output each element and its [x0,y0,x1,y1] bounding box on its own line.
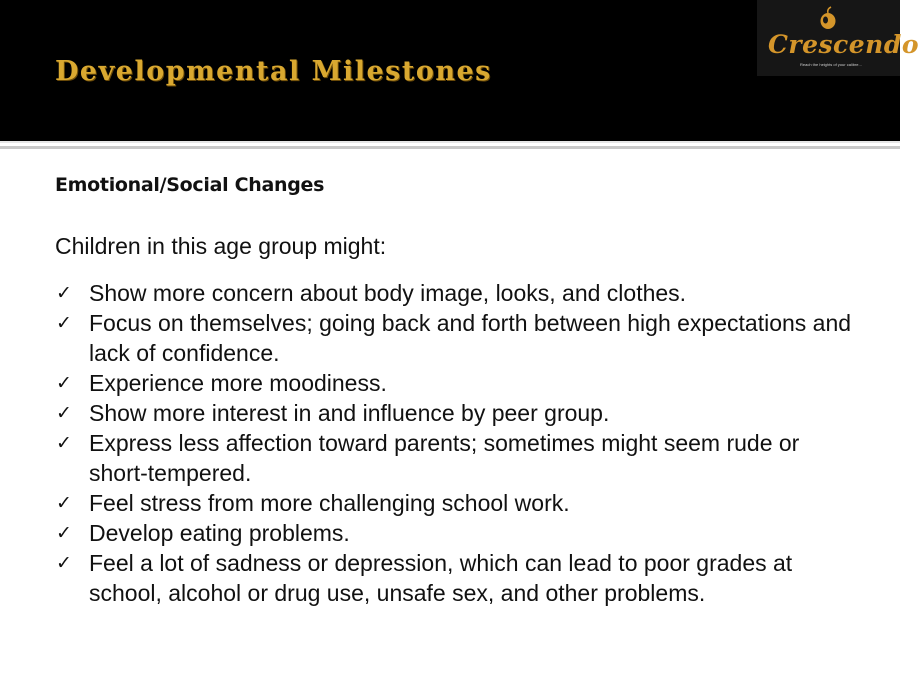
bullet-text: Experience more moodiness. [89,370,387,396]
section-heading: Emotional/Social Changes [55,174,325,196]
checkmark-icon: ✓ [56,432,72,454]
bullet-text: Focus on themselves; going back and forth between high expectations and lack of confidence. [89,310,852,366]
bullet-text: Express less affection toward parents; sometimes might seem rude or short-tempered. [89,430,800,486]
logo-tagline: Reach the heights of your calibre... [800,62,862,67]
bullet-item [52,428,852,488]
bullet-item [52,548,852,608]
checkmark-icon: ✓ [56,372,72,394]
bullet-text: Show more concern about body image, looks, and clothes. [89,280,687,306]
bullet-list [52,278,852,608]
bullet-item [52,368,852,398]
checkmark-icon: ✓ [56,522,72,544]
checkmark-icon: ✓ [56,312,72,334]
slide-title: Developmental Milestones [55,56,492,87]
bullet-item [52,488,852,518]
bullet-text: Develop eating problems. [89,520,350,546]
bullet-item [52,278,852,308]
bullet-item [52,518,852,548]
bullet-text: Feel stress from more challenging school work. [89,490,570,516]
logo-mark-icon [818,6,838,30]
bullet-item [52,398,852,428]
bullet-text: Feel a lot of sadness or depression, which can lead to poor grades at school, alcohol or drug use, unsafe sex, and other problems. [89,550,793,606]
divider [0,146,900,149]
checkmark-icon: ✓ [56,492,72,514]
checkmark-icon: ✓ [56,282,72,304]
bullet-text: Show more interest in and influence by peer group. [89,400,610,426]
logo-text: Crescendo [768,30,919,59]
checkmark-icon: ✓ [56,552,72,574]
intro-text: Children in this age group might: [55,233,387,259]
divider [0,141,900,143]
checkmark-icon: ✓ [56,402,72,424]
bullet-item [52,308,852,368]
